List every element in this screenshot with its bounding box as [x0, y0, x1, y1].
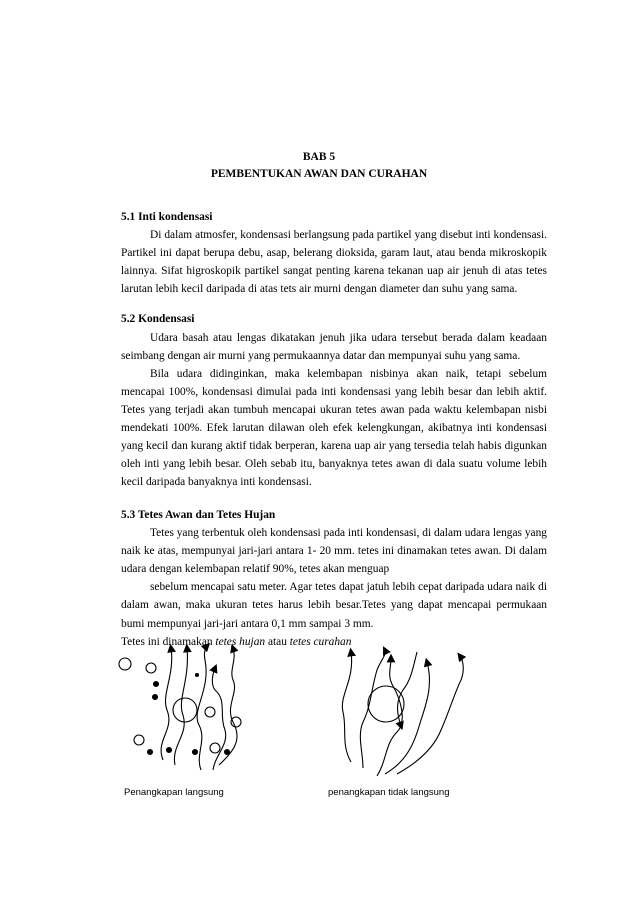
paragraph: Bila udara didinginkan, maka kelembapan nisbinya akan naik, tetapi sebelum mencapai 100%, kondensasi dimulai pada inti kondensasi yang lebih besar dan lebih aktif. Tetes yang terjadi akan tumbuh mencapai ukuran tetes awan pada waktu kelembapan nisbi mendekati 100%. Efek larutan dilawan oleh efek kelengkungan, akibatnya inti kondensasi yang kecil dan kurang aktif tidak berperan, karena uap air yang tersedia telah habis digunkan oleh inti yang lebih besar. Oleh sebab itu, banyaknya tetes awan di dala suatu volume lebih kecil daripada banyaknya inti kondensasi. [121, 367, 547, 489]
paragraph: Udara basah atau lengas dikatakan jenuh jika udara tersebut berada dalam keadaan seimbang dengan air murni yang permukaannya datar dan mempunyai suhu yang sama. [121, 331, 547, 362]
paragraph: Tetes yang terbentuk oleh kondensasi pada inti kondensasi, di dalam udara lengas yang naik ke atas, mempunyai jari-jari antara 1- 20 mm. tetes ini dinamakan tetes awan. Di dalam udara dengan kelembapan relatif 90%, tetes akan menguap [121, 527, 547, 576]
collection-diagram-svg [115, 640, 545, 790]
section-heading: 5.2 Kondensasi [121, 313, 195, 326]
chapter-number: BAB 5 [302, 151, 336, 163]
indirect-collection-diagram [342, 650, 463, 776]
chapter-header [0, 149, 638, 183]
direct-collection-diagram [119, 646, 241, 770]
term-tetes-hujan: tetes hujan [215, 635, 266, 648]
sections-1-2 [121, 208, 547, 491]
chapter-title: PEMBENTUKAN AWAN DAN CURAHAN [210, 168, 428, 180]
section-3 [121, 506, 547, 651]
section-heading: 5.3 Tetes Awan dan Tetes Hujan [121, 509, 276, 521]
paragraph: Tetes ini dinamakan tetes hujan atau tetes curahan [121, 635, 352, 648]
section-heading: 5.1 Inti kondensasi [121, 211, 213, 223]
figure-caption-right: penangkapan tidak langsung [328, 787, 450, 798]
term-tetes-curahan: tetes curahan [289, 635, 352, 648]
figure-caption-left: Penangkapan langsung [124, 787, 224, 798]
collection-diagram [115, 640, 545, 790]
paragraph: sebelum mencapai satu meter. Agar tetes dapat jatuh lebih cepat daripada udara naik di dalam awan, maka ukuran tetes harus lebih besar.Tetes yang dapat mencapai permukaan bumi mempunyai jari-jari antara 0,1 mm sampai 3 mm. [121, 581, 547, 630]
paragraph: Di dalam atmosfer, kondensasi berlangsung pada partikel yang disebut inti kondensasi. Partikel ini dapat berupa debu, asap, belerang dioksida, garam laut, atau benda mikroskopik lainnya. Sifat higroskopik partikel sangat penting karena tekanan uap air jenuh di atas tetes larutan lebih kecil daripada di atas tets air murni dengan diameter dan suhu yang sama. [121, 229, 547, 296]
